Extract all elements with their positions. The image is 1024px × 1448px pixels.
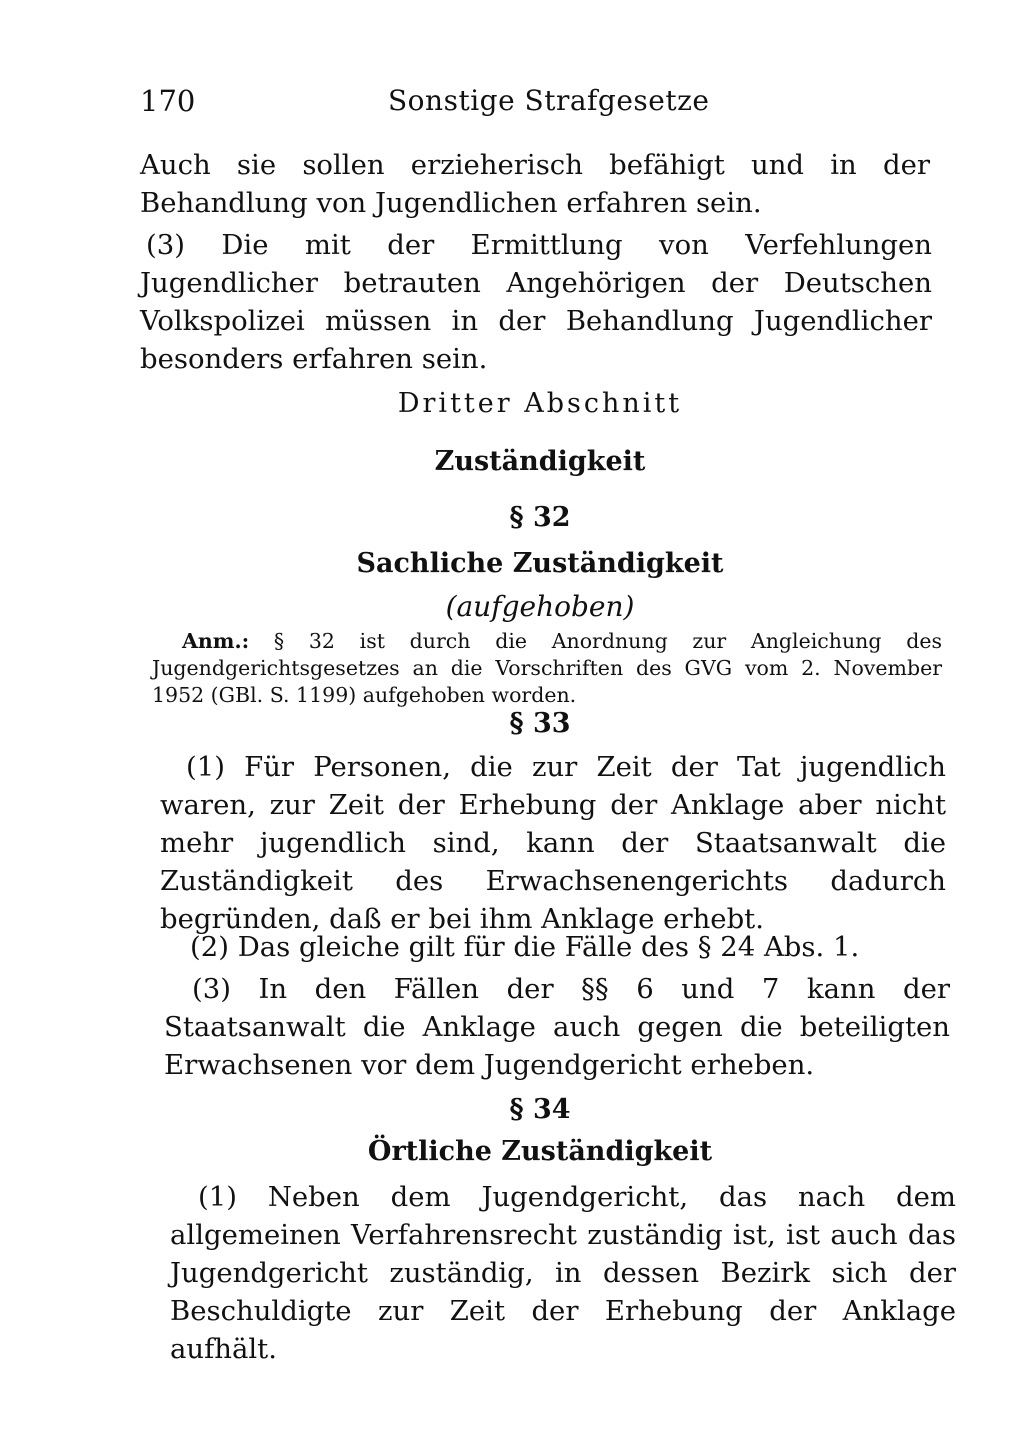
- s33-paragraph-3: (3) In den Fällen der §§ 6 und 7 kann der Staatsanwalt die Anklage auch gegen die beteiligten Erwachsenen vor dem Jugendgericht erheben.: [164, 973, 950, 1081]
- section-sign-32: § 32: [509, 502, 571, 533]
- running-title: Sonstige Strafgesetze: [388, 84, 710, 117]
- paragraph-3: (3) Die mit der Ermittlung von Verfehlungen Jugendlicher betrauten Angehörigen der Deutschen Volkspolizei müssen in der Behandlung Jugendlicher besonders erfahren sein.: [140, 229, 932, 375]
- paragraph-continuation: Auch sie sollen erzieherisch befähigt und in der Behandlung von Jugendlichen erfahren sein.: [140, 149, 930, 219]
- s33-paragraph-2: (2) Das gleiche gilt für die Fälle des § 24 Abs. 1.: [190, 931, 860, 963]
- s32-title: Sachliche Zuständigkeit: [356, 548, 724, 579]
- annotation-label: Anm.:: [182, 629, 250, 653]
- s32-status: (aufgehoben): [445, 590, 635, 623]
- section-title: Zuständigkeit: [434, 446, 646, 477]
- s33-paragraph-1: (1) Für Personen, die zur Zeit der Tat jugendlich waren, zur Zeit der Erhebung der Anklage aber nicht mehr jugendlich sind, kann der Staatsanwalt die Zuständigkeit des Erwachsenengerichts dadurch begründen, daß er bei ihm Anklage erhebt.: [160, 751, 946, 935]
- annotation-text: § 32 ist durch die Anordnung zur Angleichung des Jugendgerichtsgesetzes an die Vorschriften des GVG vom 2. November 1952 (GBl. S. 1199) aufgehoben worden.: [152, 629, 942, 707]
- s34-title: Örtliche Zuständigkeit: [367, 1136, 713, 1167]
- page-number: 170: [140, 84, 196, 118]
- section-sign-34: § 34: [509, 1094, 571, 1125]
- s32-annotation: [152, 628, 942, 709]
- section-label: Dritter Abschnitt: [397, 388, 683, 419]
- running-header: [140, 84, 940, 124]
- section-sign-33: § 33: [509, 708, 571, 739]
- s34-paragraph-1: (1) Neben dem Jugendgericht, das nach dem allgemeinen Verfahrensrecht zuständig ist, ist auch das Jugendgericht zuständig, in dessen Bezirk sich der Beschuldigte zur Zeit der Erhebung der Anklage aufhält.: [170, 1181, 956, 1365]
